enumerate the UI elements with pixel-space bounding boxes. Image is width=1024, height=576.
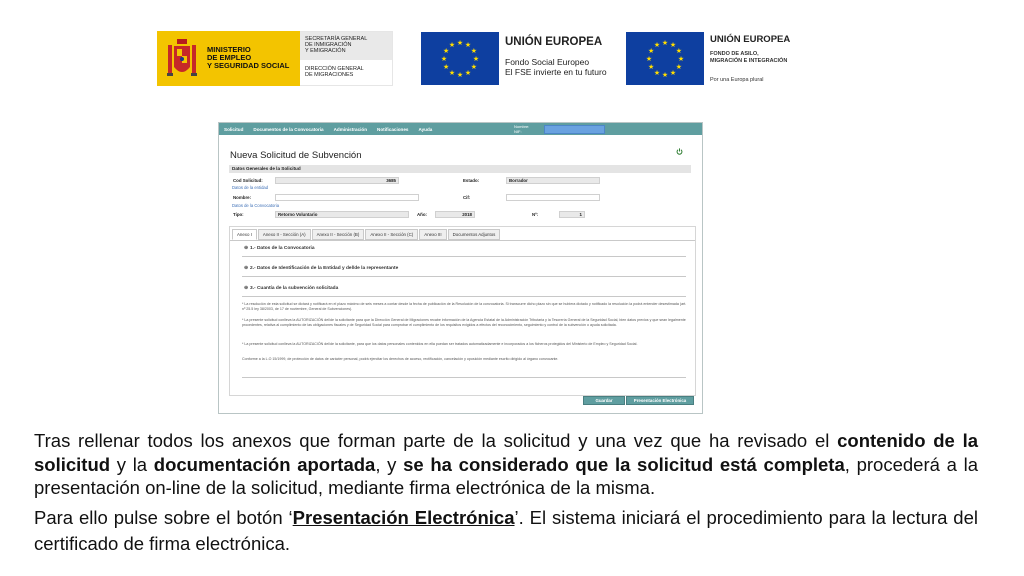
tab-anexo-ii-c[interactable]: Anexo II - Sección (C) [365,229,418,240]
eu-fse-line: El FSE invierte en tu futuro [505,67,607,77]
eu-star-icon: ★ [675,64,683,71]
eu-star-icon: ★ [653,42,661,50]
legal-note: * La resolución de esta solicitud se dictará y notificará en el plazo máximo de seis meses a contar desde la fecha de publicación de la Resolución de la convocatoria. Si transcurre dicho plazo sin que se hubiera dictado y notificado la resolución la podrá entender desestimada (art. nº 25.5 ley 38/2003, de 17 de noviembre, General de Subvenciones). [242,302,687,311]
user-info-field [544,125,605,134]
eu-star-icon: ★ [661,72,669,79]
user-name-label: Nombre: [514,124,530,129]
eu-star-icon: ★ [645,56,653,63]
instruction-paragraph [34,429,978,500]
tab-anexo-ii-b[interactable]: Anexo II - Sección (B) [312,229,365,240]
caption-button-reference: Presentación Electrónica [292,507,515,528]
notes-divider [242,377,686,378]
eu-star-icon: ★ [456,72,464,79]
eu-star-icon: ★ [464,42,472,50]
caption-bold: se ha considerado que la solicitud está completa [403,453,845,475]
eu-fse-logo [421,32,611,86]
eu-star-icon: ★ [669,69,677,77]
section-header: Datos Generales de la Solicitud [229,165,691,173]
caption-text: y la [110,453,154,475]
app-window [218,122,703,414]
eu-star-icon: ★ [647,64,655,71]
ministry-logo-block [157,31,300,86]
tabs-divider [230,240,695,241]
instruction-paragraph [34,505,978,556]
nav-item-solicitud[interactable]: Solicitud [224,126,244,132]
entidad-link[interactable]: Datos de la entidad [232,185,269,190]
app-nav-bar [219,123,702,135]
legal-note: * La presente solicitud conlleva la AUTORIZACIÓN del/de la solicitante, para que los datos personales contenidos en ella puedan ser tratados automatizadamente e incorporados a los ficheros protegidos del Ministerio de Empleo y Seguridad Social. [242,342,638,346]
save-button[interactable]: Guardar [583,396,625,405]
tabs-panel [229,226,696,396]
tipo-field: Retorno Voluntario [275,211,409,218]
anio-field: 2018 [435,211,475,218]
eu-fami-logo [626,32,796,86]
expand-icon: ⊕ [244,286,249,291]
eu-fami-line: MIGRACIÓN E INTEGRACIÓN [710,58,788,64]
eu-star-icon: ★ [464,69,472,77]
eu-star-icon: ★ [448,42,456,50]
secretaria-name [300,32,392,60]
presentacion-electronica-button[interactable]: Presentación Electrónica [626,396,694,405]
user-nif-label: NIF: [514,129,522,134]
nav-item-administracion[interactable]: Administración [333,126,368,132]
accordion-divider [242,276,686,277]
tab-anexo-i[interactable]: Anexo I [232,229,257,240]
estado-label: Estado: [463,178,480,183]
caption-text: Para ello pulse sobre el botón ‘ [34,507,293,528]
nav-item-documentos[interactable]: Documentos de la Convocatoria [253,126,324,132]
cif-input[interactable] [506,194,600,201]
coat-of-arms-icon [165,37,199,81]
eu-star-icon: ★ [677,56,685,63]
ministry-line: Y SEGURIDAD SOCIAL [207,61,290,70]
eu-star-icon: ★ [456,40,464,47]
eu-star-icon: ★ [661,40,669,47]
eu-star-icon: ★ [442,64,450,71]
accordion-label: 2.- Datos de Identificación de la Entidad y del/de la representante [250,266,399,271]
cod-label: Cod Solicitud: [233,178,263,183]
tab-anexo-ii-a[interactable]: Anexo II - Sección (A) [258,229,311,240]
eu-flag-icon [626,32,704,85]
expand-icon: ⊕ [244,266,249,271]
accordion-item[interactable] [244,286,338,291]
accordion-label: 1.- Datos de la Convocatoria [250,246,315,251]
ministry-line: DE EMPLEO [207,53,252,62]
eu-flag-icon [421,32,499,85]
cod-field: 3685 [275,177,399,184]
secretaria-line: Y EMIGRACIÓN [305,48,346,54]
nombre-input[interactable] [275,194,419,201]
ministry-logo [157,31,393,86]
eu-star-icon: ★ [675,48,683,55]
legal-note: Conforme a la L.O 15/1999, de protección de datos de carácter personal, podrá ejercitar los derechos de acceso, rectificación, cancelación y oposición mediante escrito dirigido al órgano convocante. [242,357,559,361]
convocatoria-link[interactable]: Datos de la Convocatoria [232,203,280,208]
eu-fse-line: Fondo Social Europeo [505,57,590,67]
eu-fami-text [704,32,790,86]
expand-icon: ⊕ [244,246,249,251]
ministry-line: MINISTERIO [207,45,251,54]
eu-star-icon: ★ [442,48,450,55]
eu-fami-line: FONDO DE ASILO, [710,51,759,57]
tab-documentos-adjuntos[interactable]: Documentos Adjuntos [448,229,501,240]
caption-bold: documentación aportada [153,453,376,475]
eu-star-icon: ★ [470,64,478,71]
anio-label: Año: [417,212,427,217]
legal-note: * La presente solicitud conlleva la AUTORIZACIÓN del/de la solicitante para que la Dirección General de Migraciones recabe información de la Agencia Estatal de la Administración Tributaria y la Tesorería General de la Seguridad Social, bien datos previos y que sean legalmente procedentes, relativa al cumplimiento de las obligaciones fiscales y de Seguridad Social para comprobar el cumplimiento de los requisitos exigidos a efectos del reconocimiento, seguimiento y control de la subvención o ayuda solicitada. [242,318,686,327]
accordion-divider [242,296,686,297]
ministry-name [207,46,289,70]
eu-stars-icon [421,32,499,85]
nav-user-info [514,123,529,134]
eu-star-icon: ★ [440,56,448,63]
nav-item-ayuda[interactable]: Ayuda [418,126,433,132]
caption-text: ’. El sistema iniciará el procedimiento para la lectura del certificado de firma electrónica. [34,507,978,554]
num-field: 1 [559,211,585,218]
caption-text: , procederá a la presentación on-line de la solicitud, mediante firma electrónica de la misma. [34,453,978,498]
direccion-line: DE MIGRACIONES [305,72,354,78]
eu-star-icon: ★ [669,42,677,50]
caption-text: , y [375,453,404,475]
eu-star-icon: ★ [448,69,456,77]
eu-star-icon: ★ [647,48,655,55]
power-icon[interactable] [676,148,683,155]
accordion-item[interactable] [244,266,398,271]
eu-fse-title: UNIÓN EUROPEA [505,36,603,48]
secretaria-line: SECRETARÍA GENERAL [305,36,368,42]
tab-bar [232,229,501,240]
estado-field: Borrador [506,177,600,184]
tab-anexo-iii[interactable]: Anexo III [419,229,446,240]
direccion-name [305,66,364,78]
accordion-item[interactable] [244,246,315,251]
eu-star-icon: ★ [472,56,480,63]
nombre-label: Nombre: [233,195,252,200]
caption-text: Tras rellenar todos los anexos que forman parte de la solicitud y una vez que ha revisado el [34,430,838,451]
num-label: Nº: [532,212,539,217]
nav-item-notificaciones[interactable]: Notificaciones [377,126,409,132]
eu-star-icon: ★ [470,48,478,55]
eu-star-icon: ★ [653,69,661,77]
eu-fami-title: UNIÓN EUROPEA [710,34,791,45]
secretaria-line: DE INMIGRACIÓN [305,42,352,48]
accordion-label: 3.- Cuantía de la subvención solicitada [250,286,339,291]
tipo-label: Tipo: [233,212,244,217]
eu-stars-icon [626,32,704,85]
page-title: Nueva Solicitud de Subvención [230,150,362,161]
direccion-line: DIRECCIÓN GENERAL [305,66,364,72]
eu-fse-text [499,32,607,86]
cif-label: Cif: [463,195,471,200]
caption-bold: contenido de la solicitud [34,430,979,475]
accordion-divider [242,256,686,257]
secretaria-block [300,31,393,86]
eu-fami-footer: Por una Europa plural [710,77,764,83]
